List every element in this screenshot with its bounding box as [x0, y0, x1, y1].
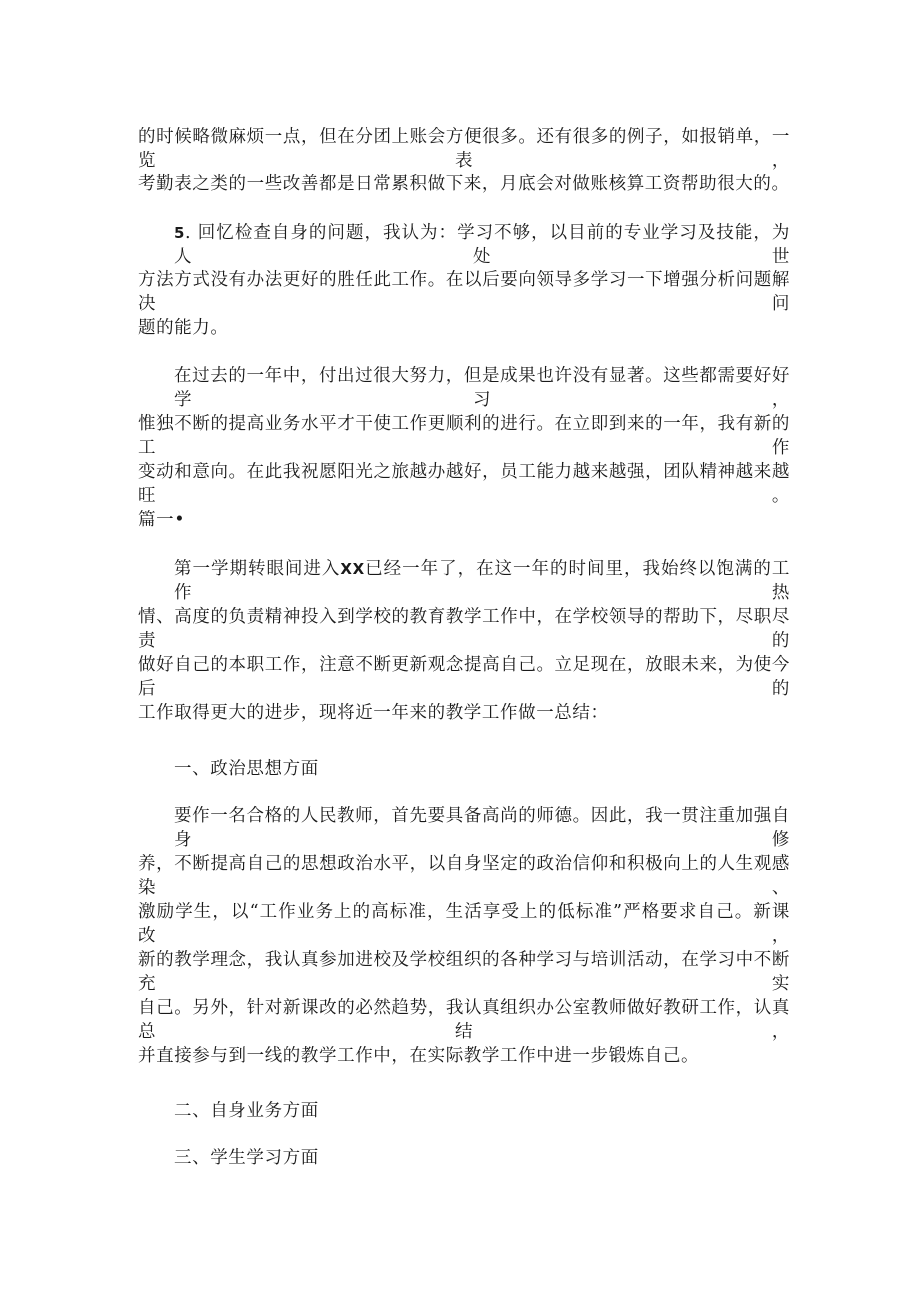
paragraph-4-line-1-start: 第一学期转眼间进入: [174, 559, 341, 579]
section-heading-1: 一、政治思想方面: [174, 759, 319, 779]
paragraph-3-line-3: 变动和意向。在此我祝愿阳光之旅越办越好，员工能力越来越强，团队精神越来越旺。: [138, 462, 790, 506]
paragraph-4-line-2: 情、高度的负责精神投入到学校的教育教学工作中，在学校领导的帮助下，尽职尽责的: [138, 607, 790, 651]
paragraph-3-line-1: 在过去的一年中，付出过很大努力，但是成果也许没有显著。这些都需要好好学习，: [174, 366, 790, 410]
paragraph-4-line-3: 做好自己的本职工作，注意不断更新观念提高自己。立足现在，放眼未来，为使今后的: [138, 655, 790, 699]
list-number: 5: [174, 224, 186, 242]
paragraph-5-line-1: 要作一名合格的人民教师，首先要具备高尚的师德。因此，我一贯注重加强自身修: [174, 806, 790, 850]
paragraph-1-line-1: 的时候略微麻烦一点，但在分团上账会方便很多。还有很多的例子，如报销单，一览表，: [138, 127, 790, 171]
paragraph-5-line-5: 自己。另外，针对新课改的必然趋势，我认真组织办公室教师做好教研工作，认真总结，: [138, 998, 790, 1042]
paragraph-4-line-4: 工作取得更大的进步，现将近一年来的教学工作做一总结：: [138, 703, 609, 723]
placeholder-xx: XX: [340, 560, 365, 578]
paragraph-5-line-3: 激励学生，以“工作业务上的高标准，生活享受上的低标准”严格要求自己。新课改，: [138, 902, 790, 946]
paragraph-5-line-2: 养，不断提高自己的思想政治水平，以自身坚定的政治信仰和积极向上的人生观感染、: [138, 854, 790, 898]
paragraph-2-line-1-text: . 回忆检查自身的问题，我认为：学习不够，以目前的专业学习及技能，为人处世: [174, 223, 790, 267]
paragraph-4-line-1-end: 已经一年了，在这一年的时间里，我始终以饱满的工作热: [174, 559, 790, 603]
paragraph-2-line-2: 方法方式没有办法更好的胜任此工作。在以后要向领导多学习一下增强分析问题解决问: [138, 270, 790, 314]
paragraph-2-line-1: [174, 221, 790, 269]
paragraph-5-line-4: 新的教学理念，我认真参加进校及学校组织的各种学习与培训活动，在学习中不断充实: [138, 950, 790, 994]
section-marker: 篇一•: [138, 510, 186, 530]
paragraph-2-line-3: 题的能力。: [138, 318, 229, 338]
paragraph-1-line-2: 考勤表之类的一些改善都是日常累积做下来，月底会对做账核算工资帮助很大的。: [138, 174, 790, 194]
section-heading-2: 二、自身业务方面: [174, 1101, 319, 1121]
paragraph-4-line-1: [174, 557, 790, 605]
paragraph-3-line-2: 惟独不断的提高业务水平才干使工作更顺利的进行。在立即到来的一年，我有新的工作: [138, 414, 790, 458]
section-heading-3: 三、学生学习方面: [174, 1148, 319, 1168]
paragraph-5-line-6: 并直接参与到一线的教学工作中，在实际教学工作中进一步锻炼自己。: [138, 1046, 700, 1066]
